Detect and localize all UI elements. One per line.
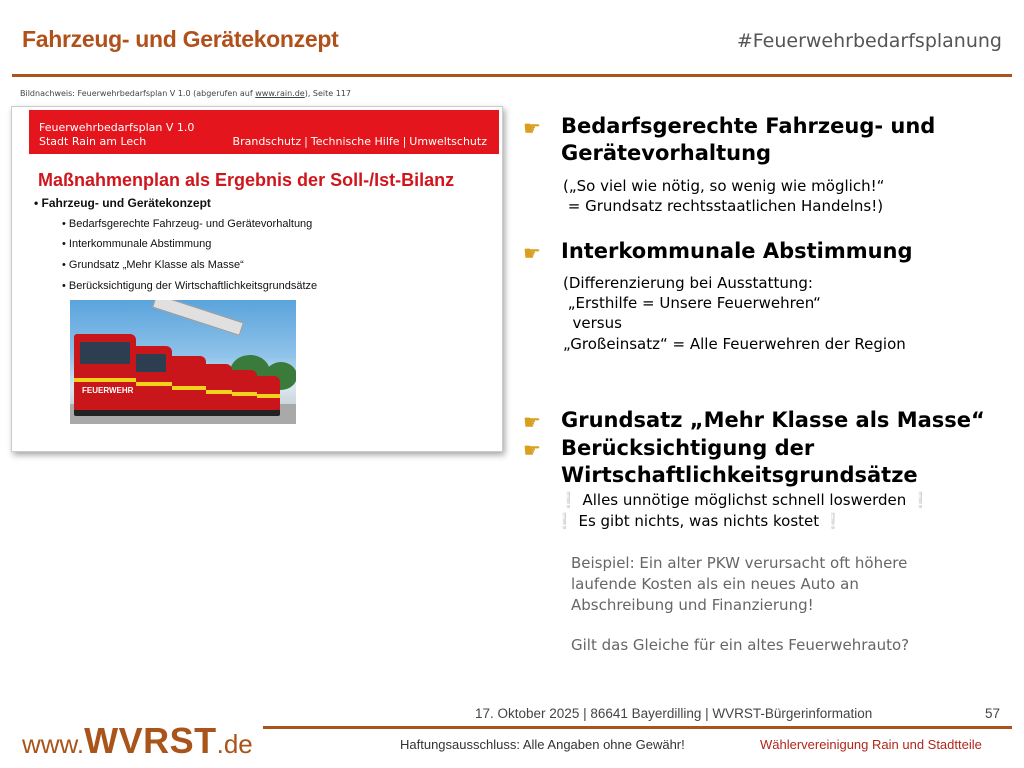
question-text: Gilt das Gleiche für ein altes Feuerwehrauto?: [571, 636, 910, 654]
thumbnail-bullet: • Fahrzeug- und Gerätekonzept: [34, 196, 211, 210]
warning-line: [559, 490, 930, 510]
exclamation-icon: ❕: [823, 512, 843, 530]
pointing-hand-icon: ☛: [523, 243, 541, 265]
page-title: Fahrzeug- und Gerätekonzept: [22, 26, 339, 52]
hashtag-label: #Feuerwehrbedarfsplanung: [736, 30, 1002, 52]
point-heading: Gerätevorhaltung: [561, 141, 772, 165]
thumbnail-sub-item: • Interkommunale Abstimmung: [62, 238, 211, 250]
exclamation-icon: ❕: [911, 491, 930, 509]
exclamation-icon: ❕: [555, 512, 574, 530]
warning-line-text: Es gibt nichts, was nichts kostet: [578, 512, 820, 530]
thumbnail-sub-item: • Bedarfsgerechte Fahrzeug- und Gerätevorhaltung: [62, 218, 312, 230]
example-text: Abschreibung und Finanzierung!: [571, 596, 814, 614]
footer-info: 17. Oktober 2025 | 86641 Bayerdilling | WVRST-Bürgerinformation: [475, 706, 873, 721]
pointing-hand-icon: ☛: [523, 440, 541, 462]
disclaimer: Haftungsausschluss: Alle Angaben ohne Gewähr!: [400, 737, 685, 752]
logo-suffix: .de: [216, 729, 253, 759]
thumbnail-header-subtitle: Stadt Rain am Lech: [39, 135, 147, 148]
point-text: „Ersthilfe = Unsere Feuerwehren“: [563, 294, 821, 312]
point-heading: Grundsatz „Mehr Klasse als Masse“: [561, 408, 985, 432]
header-divider: [12, 74, 1012, 77]
wvrst-logo[interactable]: [22, 720, 253, 762]
point-heading: Interkommunale Abstimmung: [561, 239, 913, 263]
thumbnail-tag: Brandschutz: [232, 135, 302, 148]
example-text: Beispiel: Ein alter PKW verursacht oft höhere: [571, 554, 908, 572]
point-text: („So viel wie nötig, so wenig wie möglich!“: [563, 177, 885, 195]
ladder-shape: [152, 300, 244, 336]
point-heading: Berücksichtigung der: [561, 436, 815, 460]
truck-shape: [74, 334, 136, 416]
point-heading: Bedarfsgerechte Fahrzeug- und: [561, 114, 936, 138]
page-number: 57: [985, 706, 1001, 721]
thumbnail-tag: Technische Hilfe: [310, 135, 400, 148]
slide-thumbnail: [11, 106, 503, 452]
point-text: „Großeinsatz“ = Alle Feuerwehren der Region: [563, 335, 906, 353]
warning-line: [555, 511, 843, 531]
point-text: = Grundsatz rechtsstaatlichen Handelns!): [563, 197, 884, 215]
logo-prefix: www.: [22, 729, 85, 759]
footer-divider: [263, 726, 1012, 729]
image-credit: [20, 89, 351, 98]
logo-brand: WVRST: [84, 720, 217, 761]
thumbnail-tags: Brandschutz | Technische Hilfe | Umweltschutz: [232, 135, 487, 148]
exclamation-icon: ❕: [559, 491, 578, 509]
fire-trucks-photo: [70, 300, 296, 424]
thumbnail-sub-item: • Grundsatz „Mehr Klasse als Masse“: [62, 259, 244, 271]
point-text: (Differenzierung bei Ausstattung:: [563, 274, 813, 292]
credit-suffix: ), Seite 117: [304, 89, 352, 98]
pointing-hand-icon: ☛: [523, 412, 541, 434]
credit-link[interactable]: www.rain.de: [255, 89, 305, 98]
point-heading: Wirtschaftlichkeitsgrundsätze: [561, 463, 918, 487]
truck-label: FEUERWEHR: [82, 386, 134, 395]
point-text: versus: [563, 314, 622, 332]
thumbnail-tag: Umweltschutz: [409, 135, 487, 148]
organization-name: Wählervereinigung Rain und Stadtteile: [760, 737, 982, 752]
thumbnail-heading: Maßnahmenplan als Ergebnis der Soll-/Ist-Bilanz: [38, 170, 455, 190]
thumbnail-header-title: Feuerwehrbedarfsplan V 1.0: [39, 121, 195, 134]
thumbnail-sub-item: • Berücksichtigung der Wirtschaftlichkeitsgrundsätze: [62, 280, 317, 292]
example-text: laufende Kosten als ein neues Auto an: [571, 575, 859, 593]
warning-line-text: Alles unnötige möglichst schnell loswerden: [582, 491, 907, 509]
pointing-hand-icon: ☛: [523, 118, 541, 140]
credit-prefix: Bildnachweis: Feuerwehrbedarfsplan V 1.0 (abgerufen auf: [20, 89, 256, 98]
thumbnail-header: [29, 110, 499, 154]
